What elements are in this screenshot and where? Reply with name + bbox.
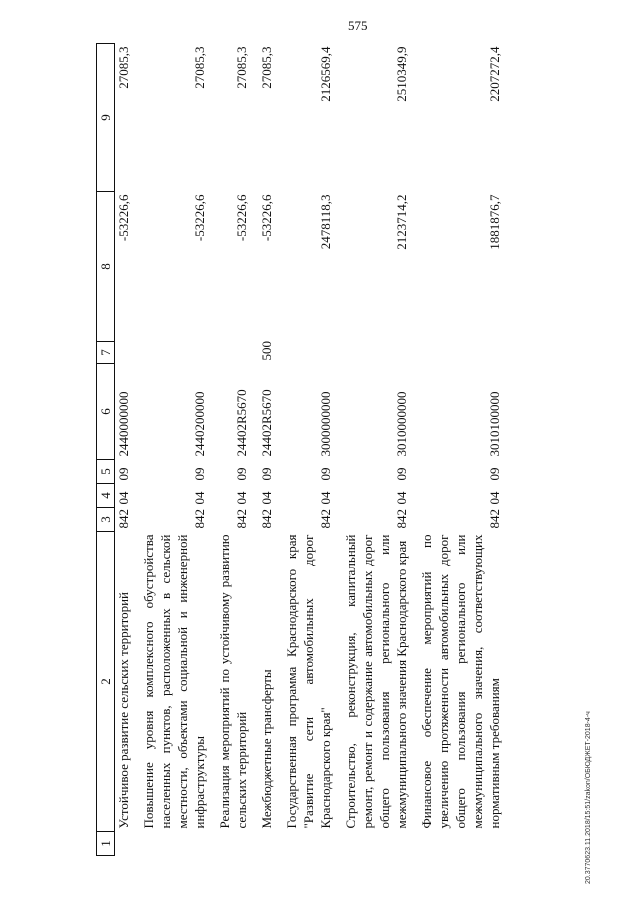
cell-col-4: 04 [487,491,502,505]
cell-col-2: Финансовое обеспечение мероприятий по увеличению протяженности автомобильных дорог общего пользования регионального или межмуниципального значения, соответствующих нормативным требованиям [419,534,502,829]
row-spacer [334,44,342,856]
header-cell-9: 9 [97,44,115,192]
row-spacer [410,44,418,856]
cell-col-2: Государственная программа Краснодарского края "Развитие сети автомобильных дорог Краснодарского края" [284,534,333,829]
cell-col-7 [140,342,208,364]
table-header-row [97,44,115,856]
page-number: 575 [348,18,368,33]
header-cell-3: 3 [97,508,115,532]
cell-col-1 [258,832,275,856]
cell-col-3: 842 [116,509,131,529]
header-cell-7: 7 [97,342,115,364]
row-spacer [208,44,216,856]
cell-col-8: 2123714,2 [394,194,409,250]
cell-col-1 [216,832,250,856]
table-row [115,44,133,856]
cell-col-4: 04 [394,491,409,505]
cell-col-5: 09 [116,467,131,481]
cell-col-5: 09 [487,467,502,481]
cell-col-8: -53226,6 [192,194,207,242]
cell-col-1 [342,832,410,856]
cell-col-9: 27085,3 [192,46,207,89]
cell-col-7 [342,342,410,364]
table-row [140,44,208,856]
cell-col-2: Повышение уровня комплексного обустройства населенных пунктов, расположенных в сельской местности, объектами социальной и инженерной инфраструктуры [141,534,207,829]
cell-col-4: 04 [259,491,274,505]
table-row [258,44,275,856]
cell-col-2: Межбюджетные трансферты [259,669,274,829]
row-spacer [275,44,283,856]
cell-col-3: 842 [234,509,249,529]
header-cell-4: 4 [97,484,115,508]
cell-col-3: 842 [259,509,274,529]
cell-col-6: 2440200000 [192,391,207,457]
cell-col-7 [115,342,133,364]
cell-col-5: 09 [234,467,249,481]
cell-col-6: 24402R5670 [234,389,249,457]
cell-col-2: Реализация мероприятий по устойчивому развитию сельских территорий [217,534,249,829]
header-cell-8: 8 [97,192,115,342]
row-spacer-cell [410,44,418,856]
cell-col-2: Строительство, реконструкция, капитальный ремонт, ремонт и содержание автомобильных дорог общего пользования регионального или межмуниципального значения Краснодарского края [343,534,409,829]
side-stamp [585,44,599,884]
cell-col-6: 3010100000 [487,391,502,457]
cell-col-3: 842 [318,509,333,529]
cell-col-8: -53226,6 [259,194,274,242]
cell-col-6: 3010000000 [394,391,409,457]
table-row [342,44,410,856]
cell-col-1 [140,832,208,856]
cell-col-5: 09 [394,467,409,481]
cell-col-8: 2478118,3 [318,194,333,250]
cell-col-6: 3000000000 [318,391,333,457]
rotated-table-inner [96,44,585,856]
cell-col-3: 842 [487,509,502,529]
cell-col-5: 09 [318,467,333,481]
cell-col-1 [283,832,334,856]
cell-col-9: 2126569,4 [318,46,333,102]
header-cell-1: 1 [97,832,115,856]
cell-col-3: 842 [192,509,207,529]
row-spacer-cell [132,44,140,856]
cell-col-1 [115,832,133,856]
cell-col-4: 04 [234,491,249,505]
row-spacer-cell [208,44,216,856]
cell-col-9: 27085,3 [116,46,131,89]
row-spacer-cell [275,44,283,856]
row-spacer [250,44,258,856]
row-spacer [132,44,140,856]
cell-col-4: 04 [192,491,207,505]
cell-col-8: 1881876,7 [487,194,502,250]
table-row [216,44,250,856]
cell-col-4: 04 [116,491,131,505]
table-row [283,44,334,856]
cell-col-7 [283,342,334,364]
cell-col-5: 09 [192,467,207,481]
header-cell-5: 5 [97,460,115,484]
header-cell-6: 6 [97,364,115,460]
cell-col-6: 2440000000 [116,391,131,457]
cell-col-5: 09 [259,467,274,481]
cell-col-7 [418,342,503,364]
cell-col-8: -53226,6 [234,194,249,242]
cell-col-2: Устойчивое развитие сельских территорий [116,591,131,829]
table-row [418,44,503,856]
cell-col-1 [418,832,503,856]
cell-col-9: 27085,3 [259,46,274,89]
cell-col-7 [216,342,250,364]
cell-col-3: 842 [394,509,409,529]
cell-col-9: 2207272,4 [487,46,502,102]
row-spacer-cell [250,44,258,856]
cell-col-6: 24402R5670 [259,389,274,457]
budget-table [96,43,503,856]
cell-col-4: 04 [318,491,333,505]
row-spacer-cell [334,44,342,856]
cell-col-9: 2510349,9 [394,46,409,102]
rotated-table-container [96,44,585,856]
cell-col-7: 500 [259,341,274,361]
cell-col-8: -53226,6 [116,194,131,242]
header-cell-2: 2 [97,532,115,832]
side-stamp-text: 20.3770623.11.2018/15:51/zakon/ОБЮДЖЕТ-2018-4-ч [585,711,592,884]
cell-col-9: 27085,3 [234,46,249,89]
table-body [115,44,504,856]
